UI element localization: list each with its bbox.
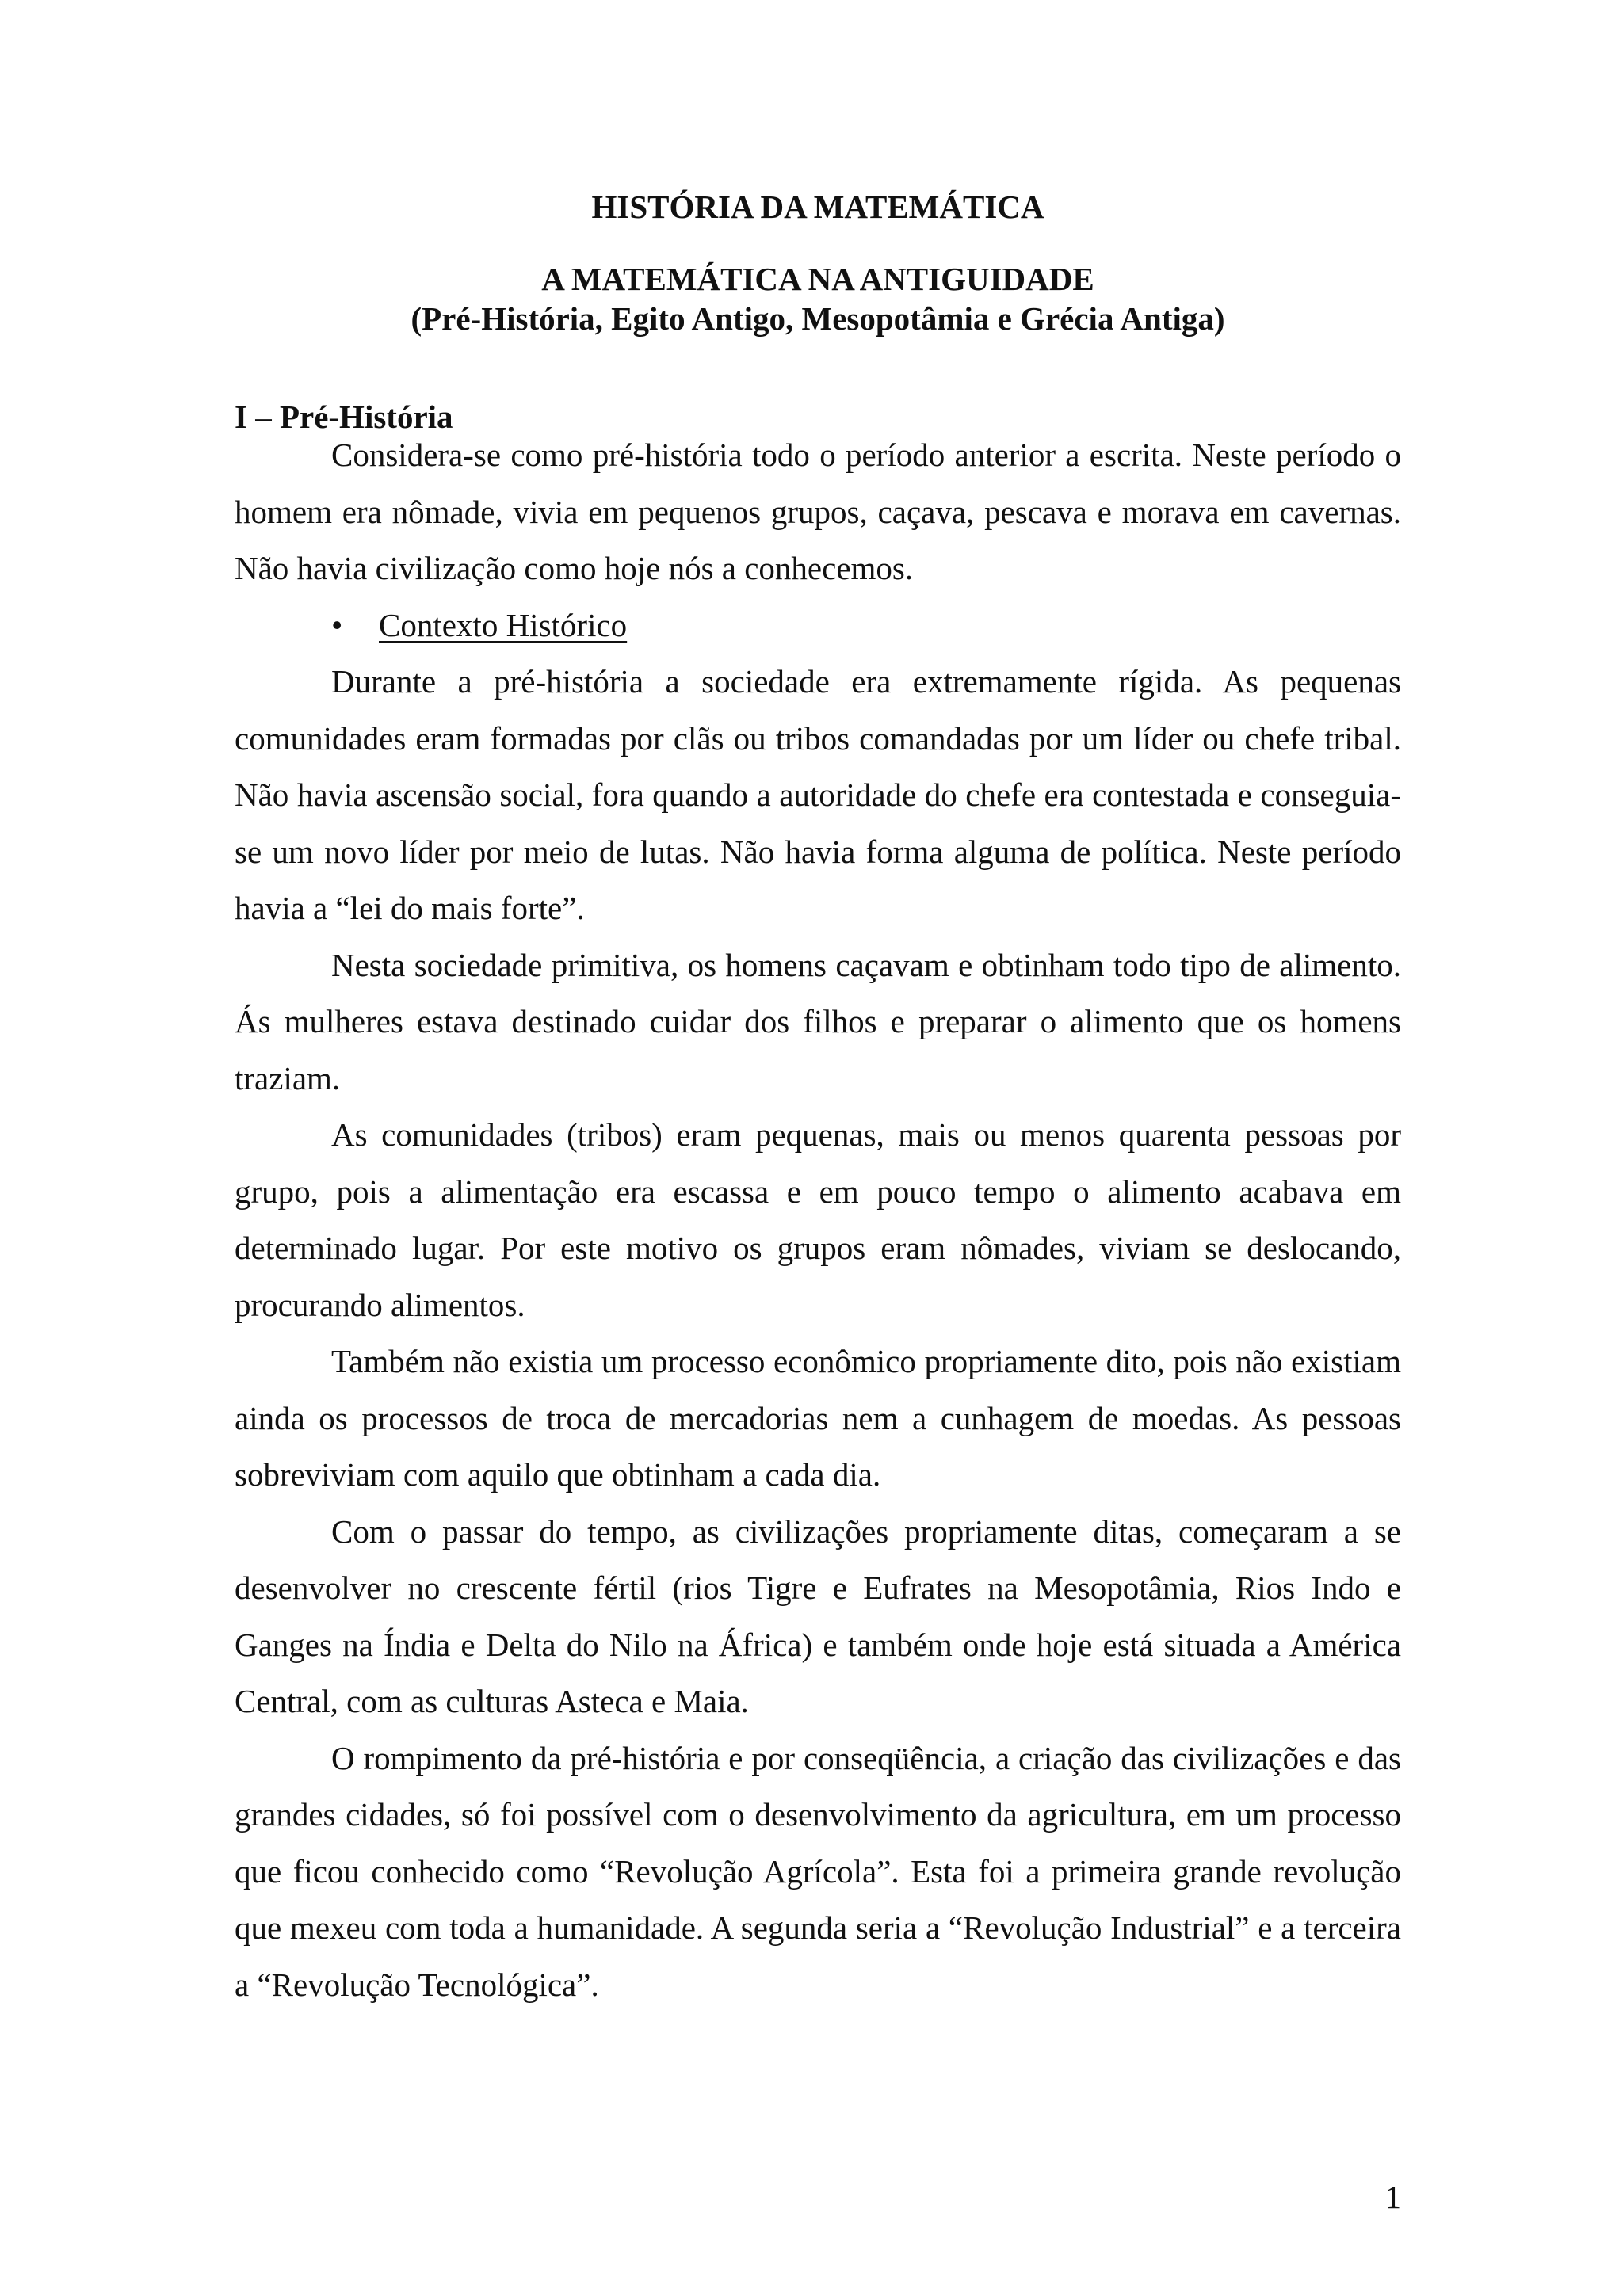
paragraph: Durante a pré-história a sociedade era extremamente rígida. As pequenas comunidades eram formadas por clãs ou tribos comandadas por um líder ou chefe tribal. Não havia ascensão social, fora quando a autoridade do chefe era contestada e conseguia-se um novo líder por meio de lutas. Não havia forma alguma de política. Neste período havia a “lei do mais forte”. xyxy=(235,663,1401,926)
paragraph: O rompimento da pré-história e por conseqüência, a criação das civilizações e das grandes cidades, só foi possível com o desenvolvimento da agricultura, em um processo que ficou conhecido como “Revolução Agrícola”. Esta foi a primeira grande revolução que mexeu com toda a humanidade. A segunda seria a “Revolução Industrial” e a terceira a “Revolução Tecnológica”. xyxy=(235,1739,1401,2003)
bullet-icon: • xyxy=(331,606,343,643)
paragraph: Com o passar do tempo, as civilizações propriamente ditas, começaram a se desenvolver no crescente fértil (rios Tigre e Eufrates na Mesopotâmia, Rios Indo e Ganges na Índia e Delta do Nilo na África) e também onde hoje está situada a América Central, com as culturas Asteca e Maia. xyxy=(235,1512,1401,1719)
page-number: 1 xyxy=(1384,2179,1401,2215)
document-subtitle-detail: (Pré-História, Egito Antigo, Mesopotâmia e Grécia Antiga) xyxy=(411,300,1225,337)
paragraph: Nesta sociedade primitiva, os homens caçavam e obtinham todo tipo de alimento. Ás mulheres estava destinado cuidar dos filhos e preparar o alimento que os homens traziam. xyxy=(235,946,1401,1097)
bullet-item xyxy=(235,597,1401,654)
paragraph: Também não existia um processo econômico propriamente dito, pois não existiam ainda os processos de troca de mercadorias nem a cunhagem de moedas. As pessoas sobreviviam com aquilo que obtinham a cada dia. xyxy=(235,1343,1401,1493)
document-title: HISTÓRIA DA MATEMÁTICA xyxy=(591,189,1044,225)
page-content xyxy=(235,187,1401,2013)
section-heading: I – Pré-História xyxy=(235,399,453,435)
document-subtitle: A MATEMÁTICA NA ANTIGUIDADE xyxy=(541,261,1094,297)
intro-paragraph: Considera-se como pré-história todo o período anterior a escrita. Neste período o homem era nômade, vivia em pequenos grupos, caçava, pescava e morava em cavernas. Não havia civilização como hoje nós a conhecemos. xyxy=(235,437,1401,586)
paragraph: As comunidades (tribos) eram pequenas, mais ou menos quarenta pessoas por grupo, pois a alimentação era escassa e em pouco tempo o alimento acabava em determinado lugar. Por este motivo os grupos eram nômades, viviam se deslocando, procurando alimentos. xyxy=(235,1116,1401,1323)
bullet-label: Contexto Histórico xyxy=(379,606,628,643)
